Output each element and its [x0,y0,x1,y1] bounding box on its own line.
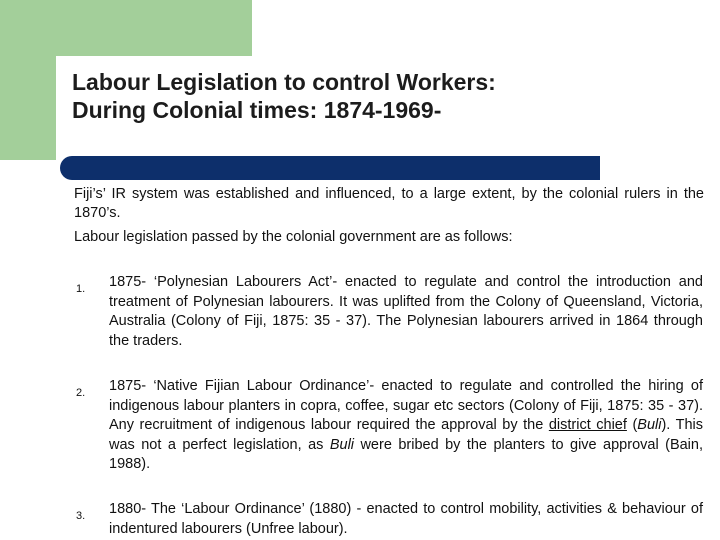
item-2-text-c: ). This was not a perfect legislation, as [109,417,703,453]
title-divider-bar [60,156,600,180]
item-2-text-b: ( [626,417,638,434]
item-2-text-a: 1875- ‘Native Fijian Labour Ordinance’- enacted to regulate and controlled the hiring of indigenous labour planters in copra, coffee, sugar etc sectors (Colony of Fiji, 1875: 35 - 37). Any recruitment of indigenous labour required the approval by the [109,378,703,434]
intro-paragraph: Fiji’s’ IR system was established and influenced, to a large extent, by the colonial rulers in the 1870’s. [74,186,704,221]
list-item-text-1: 1875- ‘Polynesian Labourers Act’- enacted to regulate and control the introduction and treatment of Polynesian labourers. It was uplifted from the Colony of Queensland, Victoria, Australia (Colony of Fiji, 1875: 35 - 37). The Polynesian labourers arrived in 1864 through the traders. [109,274,703,349]
list-item-number-1: 1. [76,283,86,295]
item-2-district-chief: district chief [548,417,627,434]
list-intro: Labour legislation passed by the colonial government are as follows: [74,229,513,245]
slide-title-line-1: Labour Legislation to control Workers: [72,69,496,95]
list-item-text-2 [109,377,703,475]
list-item-number-3: 3. [76,510,86,522]
slide-title [72,68,692,124]
list-item-number-2: 2. [76,387,86,399]
list-item-text-3: 1880- The ‘Labour Ordinance’ (1880) - enacted to control mobility, activities & behaviour of indentured labourers (Unfree labour). [109,501,703,537]
item-2-buli-1: Buli [637,417,662,434]
item-2-text-d: were bribed by the planters to give approval (Bain, 1988). [109,436,703,473]
item-2-buli-2: Buli [329,436,355,453]
slide-title-line-2: During Colonial times: 1874-1969- [72,97,442,123]
